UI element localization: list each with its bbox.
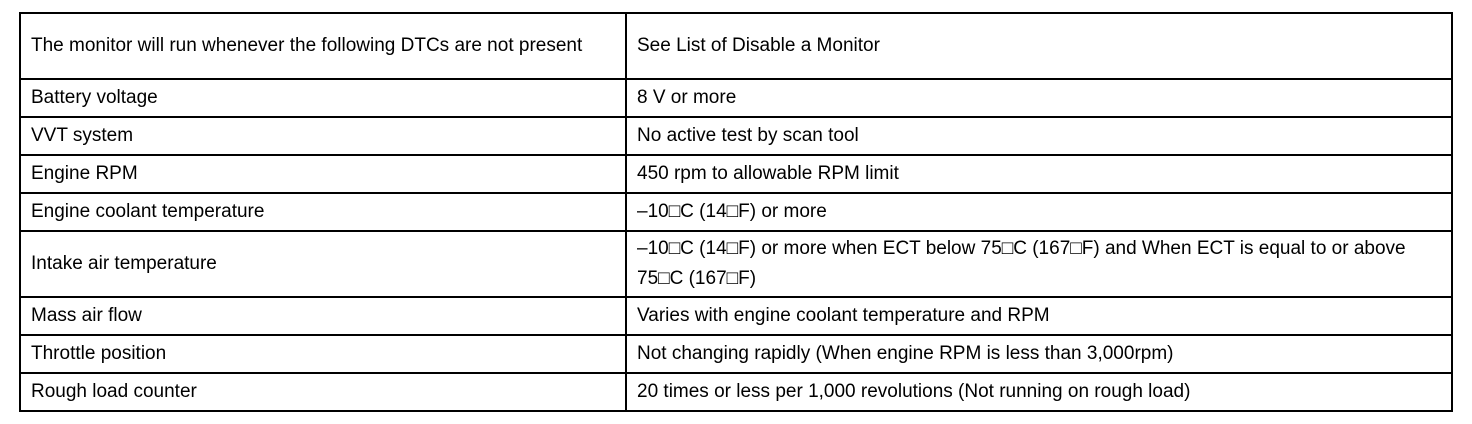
condition-item-cell: Throttle position — [20, 335, 626, 373]
condition-item-cell: Engine coolant temperature — [20, 193, 626, 231]
condition-item-cell: The monitor will run whenever the following DTCs are not present — [20, 13, 626, 79]
condition-value-cell: 8 V or more — [626, 79, 1452, 117]
condition-item-cell: Rough load counter — [20, 373, 626, 411]
condition-value-cell: –10□C (14□F) or more when ECT below 75□C (167□F) and When ECT is equal to or above 75□C (167□F) — [626, 231, 1452, 297]
condition-value-cell: No active test by scan tool — [626, 117, 1452, 155]
condition-value-cell: –10□C (14□F) or more — [626, 193, 1452, 231]
table-row — [20, 193, 1452, 231]
table-row — [20, 231, 1452, 297]
condition-value-cell: Not changing rapidly (When engine RPM is less than 3,000rpm) — [626, 335, 1452, 373]
table-row — [20, 117, 1452, 155]
condition-item-cell: Intake air temperature — [20, 231, 626, 297]
table-row — [20, 155, 1452, 193]
table-row — [20, 79, 1452, 117]
table-row — [20, 335, 1452, 373]
condition-item-cell: VVT system — [20, 117, 626, 155]
table-row — [20, 13, 1452, 79]
condition-value-cell: 450 rpm to allowable RPM limit — [626, 155, 1452, 193]
monitor-conditions-table — [19, 12, 1453, 412]
table-row — [20, 297, 1452, 335]
table-row — [20, 373, 1452, 411]
condition-value-cell: 20 times or less per 1,000 revolutions (Not running on rough load) — [626, 373, 1452, 411]
condition-item-cell: Engine RPM — [20, 155, 626, 193]
condition-value-cell: Varies with engine coolant temperature and RPM — [626, 297, 1452, 335]
condition-item-cell: Battery voltage — [20, 79, 626, 117]
condition-item-cell: Mass air flow — [20, 297, 626, 335]
condition-value-cell: See List of Disable a Monitor — [626, 13, 1452, 79]
